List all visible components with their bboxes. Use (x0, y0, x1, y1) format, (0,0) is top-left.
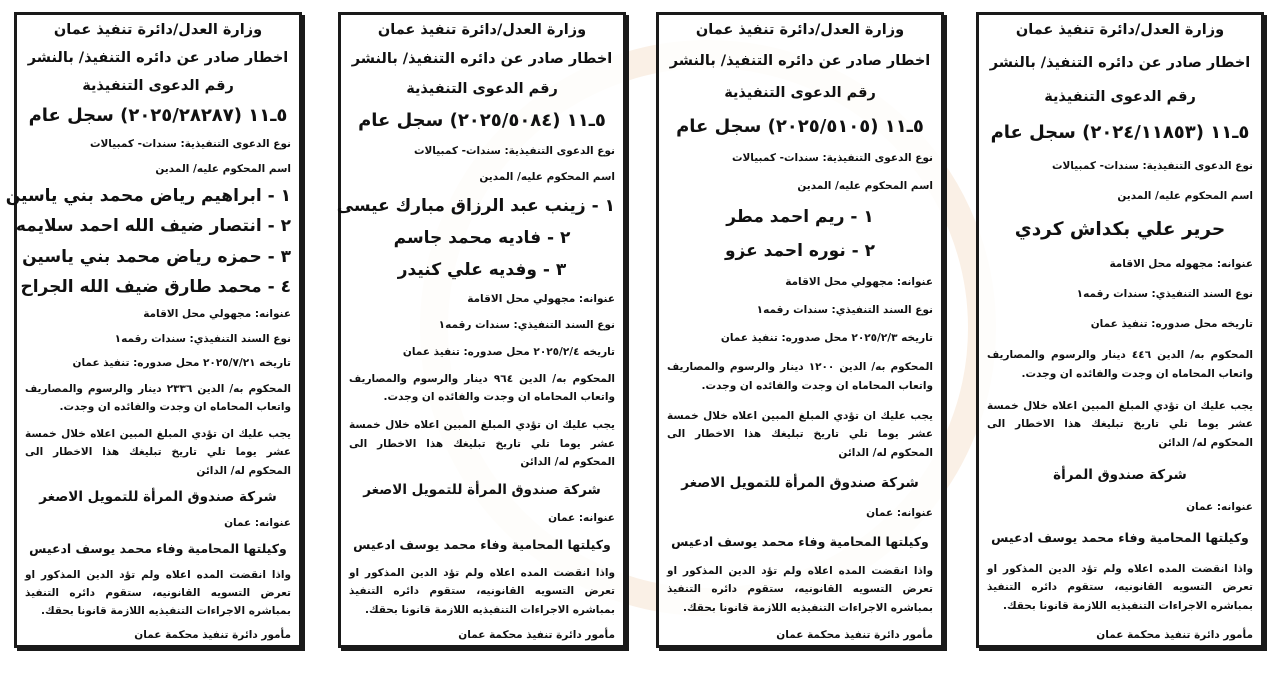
ministry-heading: وزارة العدل/دائرة تنفيذ عمان (377, 22, 587, 38)
debtor-address: عنوانه: مجهولي محل الاقامة (143, 308, 291, 321)
case-type: نوع الدعوى التنفيذية: سندات- كمبيالات (1051, 160, 1253, 173)
debtor-name: ٣ - وفديه علي كنيدر (397, 260, 567, 281)
ministry-heading: وزارة العدل/دائرة تنفيذ عمان (53, 22, 263, 38)
debtor-label: اسم المحكوم عليه/ المدين (1117, 190, 1253, 203)
debtor-name: ١ - زينب عبد الرزاق مبارك عيسى (336, 196, 615, 217)
creditor-agent: وكيلتها المحامية وفاء محمد يوسف ادعيس (29, 540, 287, 556)
case-label: رقم الدعوى التنفيذية (724, 84, 876, 101)
creditor-name: شركة صندوق المرأة للتمويل الاصغر (681, 474, 919, 491)
creditor-address: عنوانه: عمان (866, 506, 933, 519)
debtor-name: ١ - ريم احمد مطر (726, 207, 874, 228)
debtor-name: ٢ - نوره احمد عزو (724, 241, 876, 262)
creditor-agent: وكيلتها المحامية وفاء محمد يوسف ادعيس (671, 533, 929, 549)
bond-date: تاريخه ٢٠٢٥/٢/٣ محل صدوره: تنفيذ عمان (720, 332, 933, 345)
bond-date: تاريخه محل صدوره: تنفيذ عمان (1090, 318, 1253, 331)
bond-type: نوع السند التنفيذي: سندات رقمه١ (114, 332, 291, 345)
payment-demand: يجب عليك ان تؤدي المبلغ المبين اعلاه خلال خمسة عشر يوما تلي تاريخ تبليغك هذا الاخطار الى المحكوم له/ الدائن (667, 409, 933, 459)
enforcement-warning: واذا انقضت المده اعلاه ولم تؤد الدين المذكور او تعرض التسويه القانونيه، ستقوم دائره التنفيذ بمباشره الاجراءات التنفيذيه اللازمة قانونا بحقك. (987, 562, 1253, 612)
case-type: نوع الدعوى التنفيذية: سندات- كمبيالات (413, 144, 615, 157)
notice-box (976, 12, 1264, 648)
creditor-agent: وكيلتها المحامية وفاء محمد يوسف ادعيس (991, 529, 1249, 545)
payment-demand: يجب عليك ان تؤدي المبلغ المبين اعلاه خلال خمسة عشر يوما تلي تاريخ تبليغك هذا الاخطار الى المحكوم له/ الدائن (349, 419, 615, 469)
judgment-amount: المحكوم به/ الدين ٩٦٤ دينار والرسوم والمصاريف واتعاب المحاماه ان وجدت والفائده ان وجدت. (349, 372, 615, 404)
case-label: رقم الدعوى التنفيذية (1044, 88, 1196, 105)
enforcement-warning: واذا انقضت المده اعلاه ولم تؤد الدين المذكور او تعرض التسويه القانونيه، ستقوم دائره التنفيذ بمباشره الاجراءات التنفيذيه اللازمة قانونا بحقك. (25, 568, 291, 618)
judgment-amount: المحكوم به/ الدين ١٢٠٠ دينار والرسوم والمصاريف واتعاب المحاماه ان وجدت والفائده ان وجدت. (667, 361, 933, 392)
signature: مأمور دائرة تنفيذ محكمة عمان (776, 628, 933, 641)
ministry-heading: وزارة العدل/دائرة تنفيذ عمان (1015, 22, 1225, 38)
debtor-address: عنوانه: مجهولي محل الاقامة (785, 276, 933, 289)
bond-type: نوع السند التنفيذي: سندات رقمه١ (756, 304, 933, 317)
bond-date: تاريخه ٢٠٢٥/٧/٢١ محل صدوره: تنفيذ عمان (72, 357, 291, 370)
case-type: نوع الدعوى التنفيذية: سندات- كمبيالات (731, 152, 933, 165)
debtor-address: عنوانه: مجهوله محل الاقامة (1109, 258, 1253, 271)
debtor-name: ٤ - محمد طارق ضيف الله الجراح (20, 277, 291, 297)
debtor-name: ٣ - حمزه رياض محمد بني ياسين (22, 246, 291, 267)
judgment-amount: المحكوم به/ الدين ٢٣٣٦ دينار والرسوم والمصاريف واتعاب المحاماه ان وجدت والفائده ان وجدت. (25, 382, 291, 414)
bond-date: تاريخه ٢٠٢٥/٢/٤ محل صدوره: تنفيذ عمان (402, 345, 615, 358)
notice-title: اخطار صادر عن دائره التنفيذ/ بالنشر (669, 53, 931, 70)
creditor-address: عنوانه: عمان (224, 517, 291, 530)
creditor-name: شركة صندوق المرأة (1053, 466, 1187, 483)
debtor-label: اسم المحكوم عليه/ المدين (797, 180, 933, 193)
case-number: ٥ـ١١ (٢٠٢٥/٢٨٢٨٧) سجل عام (28, 105, 288, 127)
case-label: رقم الدعوى التنفيذية (82, 77, 234, 94)
judgment-amount: المحكوم به/ الدين ٤٤٦ دينار والرسوم والمصاريف واتعاب المحاماه ان وجدت والفائده ان وجدت. (987, 349, 1253, 380)
notice-box (656, 12, 944, 648)
enforcement-warning: واذا انقضت المده اعلاه ولم تؤد الدين المذكور او تعرض التسويه القانونيه، ستقوم دائره التنفيذ بمباشره الاجراءات التنفيذيه اللازمة قانونا بحقك. (349, 566, 615, 616)
notice-title: اخطار صادر عن دائره التنفيذ/ بالنشر (351, 51, 613, 68)
creditor-address: عنوانه: عمان (1186, 500, 1253, 513)
payment-demand: يجب عليك ان تؤدي المبلغ المبين اعلاه خلال خمسة عشر يوما تلي تاريخ تبليغك هذا الاخطار الى المحكوم له/ الدائن (987, 399, 1253, 449)
creditor-agent: وكيلتها المحامية وفاء محمد يوسف ادعيس (353, 537, 611, 553)
bond-type: نوع السند التنفيذي: سندات رقمه١ (1076, 288, 1253, 301)
debtor-label: اسم المحكوم عليه/ المدين (155, 162, 291, 175)
bond-type: نوع السند التنفيذي: سندات رقمه١ (438, 319, 615, 332)
debtor-name: حرير علي بكداش كردي (1014, 219, 1226, 241)
case-label: رقم الدعوى التنفيذية (406, 80, 558, 97)
case-number: ٥ـ١١ (٢٠٢٥/٥١٠٥) سجل عام (676, 116, 924, 138)
debtor-name: ٢ - انتصار ضيف الله احمد سلايمه (15, 216, 291, 237)
notice-box (5, 12, 302, 648)
debtor-name: ١ - ابراهيم رياض محمد بني ياسين (5, 186, 291, 207)
case-number: ٥ـ١١ (٢٠٢٥/٥٠٨٤) سجل عام (358, 110, 606, 132)
debtor-name: ٢ - فاديه محمد جاسم (393, 228, 571, 249)
notice-box (338, 12, 626, 648)
case-number: ٥ـ١١ (٢٠٢٤/١١٨٥٣) سجل عام (990, 122, 1250, 144)
creditor-name: شركة صندوق المرأة للتمويل الاصغر (363, 482, 601, 499)
creditor-address: عنوانه: عمان (548, 512, 615, 525)
signature: مأمور دائرة تنفيذ محكمة عمان (1096, 628, 1253, 641)
ministry-heading: وزارة العدل/دائرة تنفيذ عمان (695, 22, 905, 38)
creditor-name: شركة صندوق المرأة للتمويل الاصغر (39, 489, 277, 506)
notice-title: اخطار صادر عن دائره التنفيذ/ بالنشر (989, 55, 1251, 72)
debtor-address: عنوانه: مجهولي محل الاقامة (467, 293, 615, 306)
enforcement-warning: واذا انقضت المده اعلاه ولم تؤد الدين المذكور او تعرض التسويه القانونيه، ستقوم دائره التنفيذ بمباشره الاجراءات التنفيذيه اللازمة قانونا بحقك. (667, 564, 933, 614)
debtor-label: اسم المحكوم عليه/ المدين (479, 170, 615, 183)
signature: مأمور دائرة تنفيذ محكمة عمان (458, 628, 615, 641)
notice-title: اخطار صادر عن دائره التنفيذ/ بالنشر (27, 49, 289, 66)
case-type: نوع الدعوى التنفيذية: سندات- كمبيالات (89, 138, 291, 151)
signature: مأمور دائرة تنفيذ محكمة عمان (134, 628, 291, 641)
payment-demand: يجب عليك ان تؤدي المبلغ المبين اعلاه خلال خمسة عشر يوما تلي تاريخ تبليغك هذا الاخطار الى المحكوم له/ الدائن (25, 427, 291, 477)
